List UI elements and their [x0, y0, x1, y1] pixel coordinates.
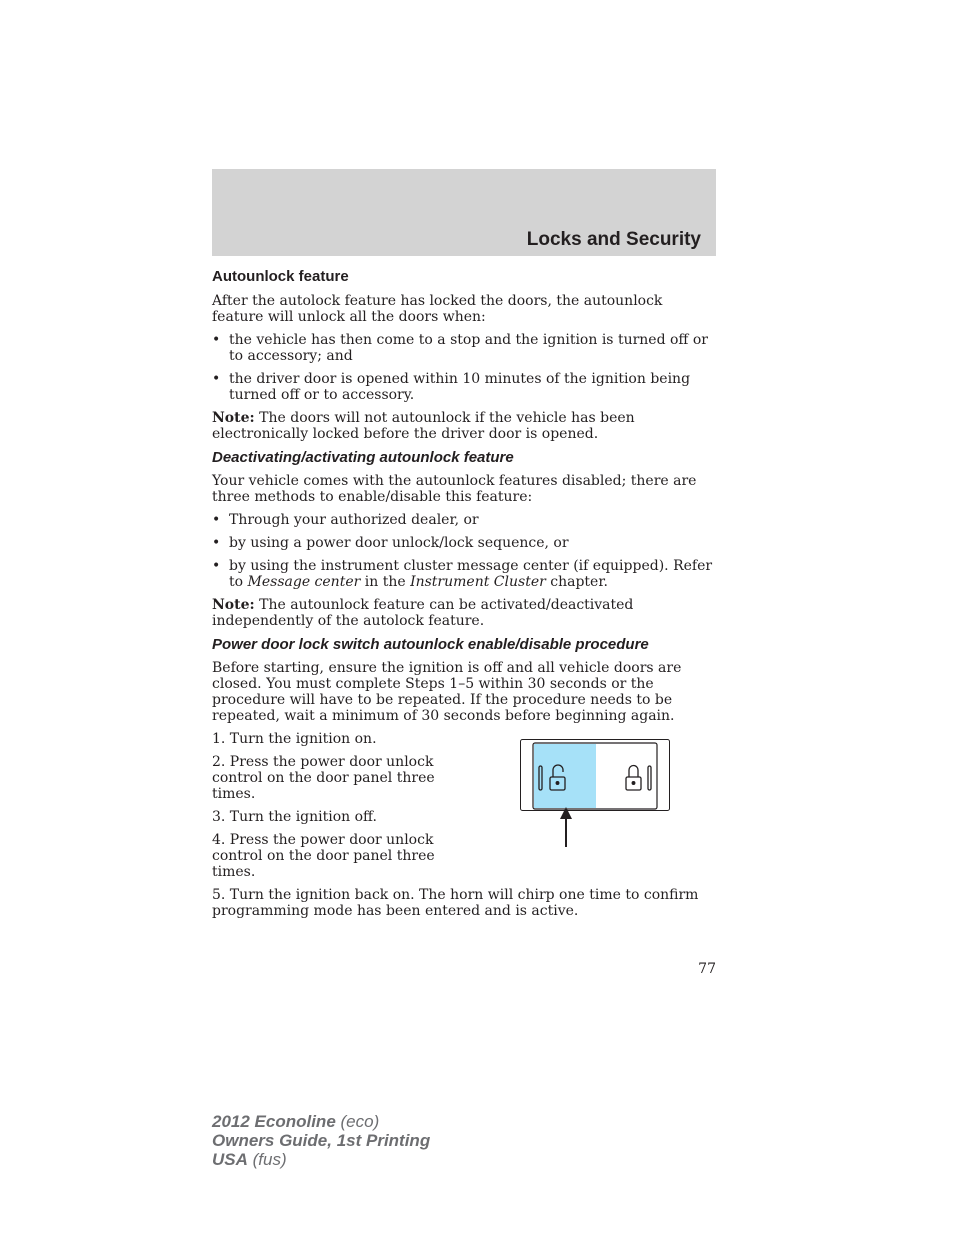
procedure-steps: [212, 731, 444, 880]
procedure-step: 2. Press the power door unlock control on the door panel three times.: [212, 754, 435, 802]
note-label: Note:: [212, 410, 255, 426]
list-item: [212, 371, 716, 403]
bullet-text: [229, 558, 716, 590]
bullet-text-part: chapter.: [545, 574, 608, 590]
page-number: 77: [698, 961, 716, 977]
procedure-intro: Before starting, ensure the ignition is off and all vehicle doors are closed. You must complete Steps 1–5 within 30 seconds or the procedure will have to be repeated. If the procedure needs to be repeated, wait a minimum of 30 seconds before beginning again.: [212, 660, 682, 724]
section-title: Locks and Security: [526, 229, 701, 250]
message-center-ref: Message center: [247, 574, 361, 590]
bullet-text: by using a power door unlock/lock sequence, or: [229, 535, 569, 551]
deactivating-note: [212, 597, 716, 629]
note-label: Note:: [212, 597, 255, 613]
unlock-half-highlight: [534, 744, 596, 808]
bullet-icon: •: [212, 558, 221, 574]
bullet-icon: •: [212, 371, 221, 387]
list-item: [212, 512, 716, 528]
footer-region-code: (fus): [252, 1150, 287, 1169]
door-lock-switch-illustration: [520, 739, 670, 849]
footer-guide: Owners Guide, 1st Printing: [212, 1131, 431, 1150]
list-item: [212, 558, 716, 590]
footer-model-code: (eco): [340, 1112, 380, 1131]
autounlock-note: [212, 410, 716, 442]
footer-region: USA: [212, 1150, 248, 1169]
bullet-text-part: by using the instrument cluster message center (if equipped). Refer to: [229, 558, 713, 590]
procedure-step: 5. Turn the ignition back on. The horn will chirp one time to confirm programming mode has been entered and is active.: [212, 887, 699, 919]
note-text: The autounlock feature can be activated/deactivated independently of the autolock feature.: [212, 597, 634, 629]
note-text: The doors will not autounlock if the vehicle has been electronically locked before the driver door is opened.: [212, 410, 635, 442]
bullet-icon: •: [212, 535, 221, 551]
deactivating-heading: Deactivating/activating autounlock feature: [212, 449, 514, 466]
bullet-text: the driver door is opened within 10 minutes of the ignition being turned off or to accessory.: [229, 371, 691, 403]
list-item: [212, 332, 716, 364]
deactivating-intro: Your vehicle comes with the autounlock features disabled; there are three methods to enable/disable this feature:: [212, 473, 697, 505]
bullet-icon: •: [212, 512, 221, 528]
footer: [212, 1112, 430, 1169]
autounlock-intro: After the autolock feature has locked the doors, the autounlock feature will unlock all the doors when:: [212, 293, 663, 325]
procedure-step: 4. Press the power door unlock control on the door panel three times.: [212, 832, 435, 880]
section-header-band: [212, 169, 716, 256]
procedure-step: 1. Turn the ignition on.: [212, 731, 377, 747]
instrument-cluster-ref: Instrument Cluster: [410, 574, 546, 590]
arrow-up-icon: [560, 807, 572, 847]
autounlock-heading: Autounlock feature: [212, 268, 349, 285]
footer-model: 2012 Econoline: [212, 1112, 336, 1131]
list-item: [212, 535, 716, 551]
procedure-step: 3. Turn the ignition off.: [212, 809, 377, 825]
bullet-text-part: in the: [360, 574, 411, 590]
bullet-text: the vehicle has then come to a stop and the ignition is turned off or to accessory; and: [229, 332, 708, 364]
procedure-heading: Power door lock switch autounlock enable/disable procedure: [212, 636, 649, 653]
bullet-text: Through your authorized dealer, or: [229, 512, 479, 528]
bullet-icon: •: [212, 332, 221, 348]
